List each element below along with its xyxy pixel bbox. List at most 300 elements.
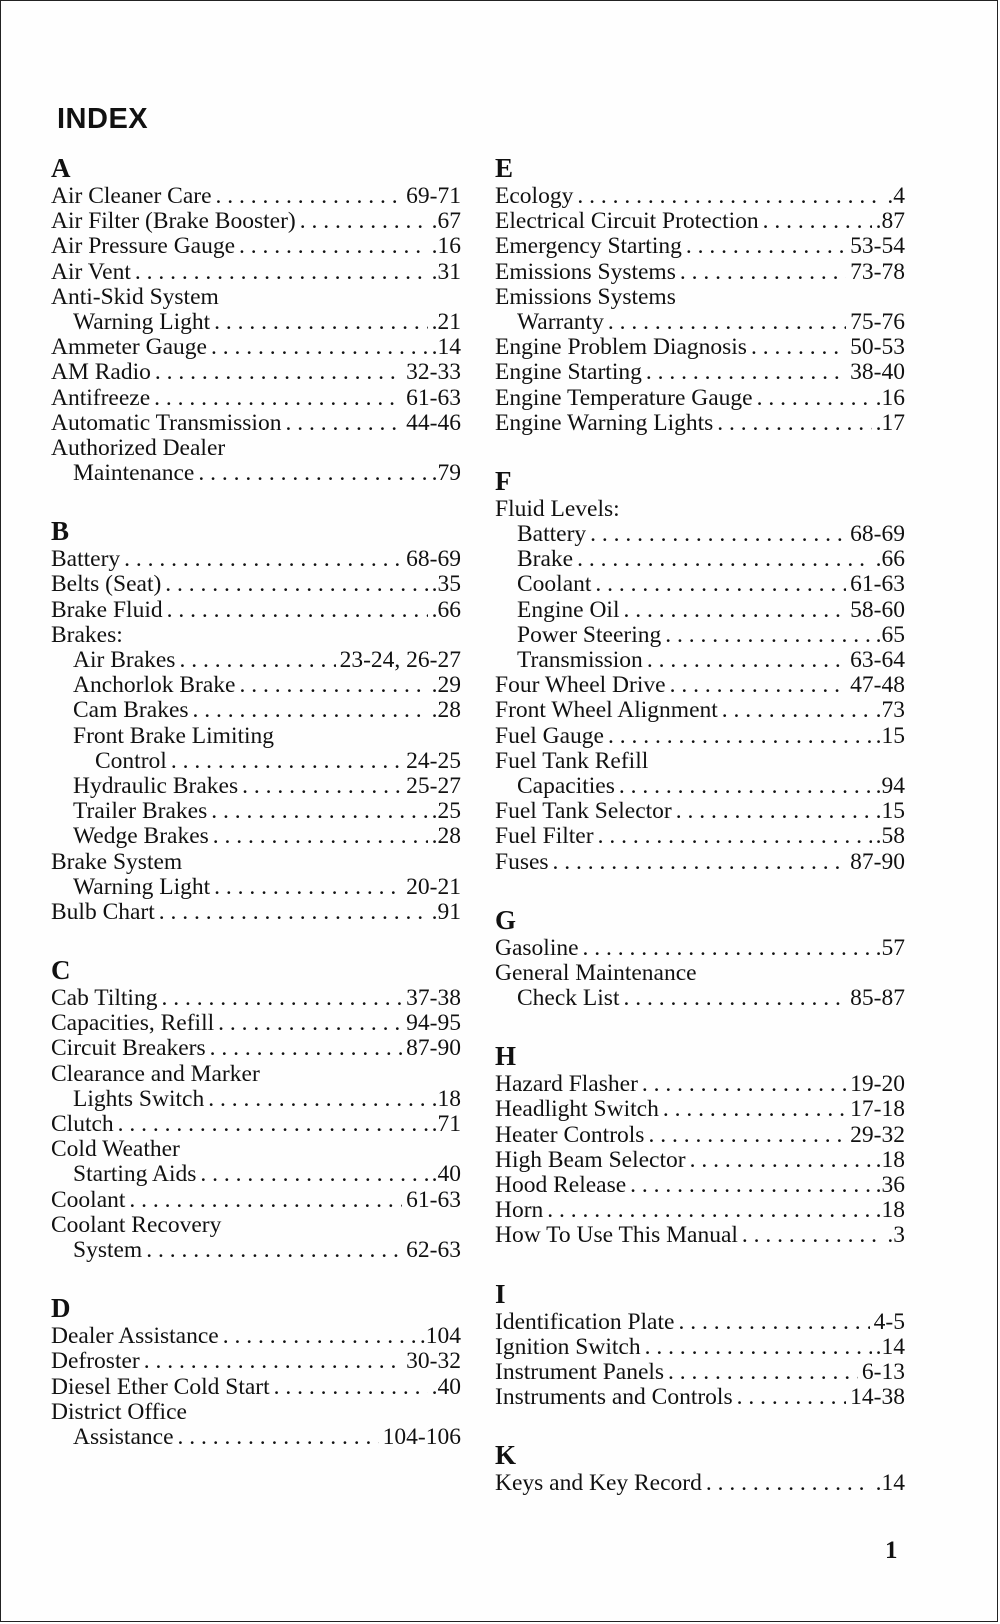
dot-leader: [577, 547, 872, 572]
entry-name: Hood Release: [495, 1173, 627, 1198]
dot-leader: [154, 386, 402, 411]
dot-leader: [630, 1173, 871, 1198]
entry-name: Brake System: [51, 849, 183, 875]
index-entry: [51, 1036, 461, 1061]
index-entry: [495, 1198, 905, 1223]
index-entry: [51, 724, 461, 749]
dot-leader: [211, 335, 428, 360]
index-entry: [495, 774, 905, 799]
entry-name: Brakes:: [51, 622, 123, 648]
entry-page: .18: [875, 1147, 905, 1173]
entry-page: 25-27: [406, 773, 461, 799]
entry-page: 23-24, 26-27: [339, 648, 461, 673]
dot-leader: [242, 774, 402, 799]
index-entry: [51, 1062, 461, 1087]
entry-page: .66: [875, 547, 905, 573]
index-entry: [51, 310, 461, 335]
entry-name: Cam Brakes: [73, 698, 189, 724]
entry-name: Fuel Gauge: [495, 723, 604, 749]
entry-page: .71: [431, 1112, 461, 1137]
section-letter: G: [495, 904, 517, 935]
entry-page: .40: [431, 1162, 461, 1188]
index-section-b: [51, 516, 461, 925]
index-entry: [51, 986, 461, 1011]
index-entry: [51, 547, 461, 572]
index-entry: [495, 648, 905, 673]
index-entry: [51, 1137, 461, 1162]
dot-leader: [165, 572, 427, 597]
dot-leader: [645, 1335, 872, 1360]
index-entry: [495, 986, 905, 1011]
entry-page: 61-63: [406, 385, 461, 411]
entry-page: .40: [431, 1374, 461, 1400]
entry-name: Capacities, Refill: [51, 1011, 215, 1037]
index-entry: [495, 724, 905, 749]
section-letter: A: [51, 153, 71, 183]
index-entry: [495, 497, 905, 522]
entry-name: System: [73, 1237, 143, 1263]
entry-page: .65: [875, 622, 905, 648]
entry-name: Coolant Recovery: [51, 1212, 222, 1238]
entry-name: Check List: [517, 986, 620, 1012]
entry-page: 104-106: [382, 1424, 461, 1450]
entry-page: 20-21: [406, 874, 461, 900]
index-entry: [51, 461, 461, 486]
entry-page: 30-32: [406, 1349, 461, 1375]
dot-leader: [646, 360, 846, 385]
index-entry: [495, 234, 905, 259]
dot-leader: [642, 1072, 846, 1097]
entry-name: Four Wheel Drive: [495, 673, 666, 699]
index-entry: [51, 799, 461, 824]
index-entry: [51, 285, 461, 310]
entry-page: .29: [431, 673, 461, 699]
entry-page: 85-87: [850, 986, 905, 1012]
dot-leader: [577, 184, 883, 209]
dot-leader: [213, 824, 428, 849]
entry-page: 68-69: [406, 547, 461, 573]
entry-name: Fluid Levels:: [495, 496, 620, 522]
left-column: [51, 153, 461, 1480]
index-entry: [495, 335, 905, 360]
index-entry: [495, 799, 905, 824]
dot-leader: [240, 673, 428, 698]
entry-name: Engine Warning Lights: [495, 410, 714, 436]
entry-page: 87-90: [850, 849, 905, 875]
index-entry: [495, 184, 905, 209]
entry-name: Anchorlok Brake: [73, 673, 236, 699]
index-section-f: [495, 466, 905, 875]
entry-page: .57: [875, 935, 905, 961]
entry-name: Air Brakes: [73, 648, 176, 673]
section-letter: K: [495, 1440, 517, 1471]
index-entry: [495, 850, 905, 875]
dot-leader: [619, 774, 872, 799]
index-entry: [51, 209, 461, 234]
entry-name: Authorized Dealer: [51, 435, 226, 461]
entry-name: AM Radio: [51, 360, 151, 386]
index-section-i: [495, 1279, 905, 1411]
index-entry: [51, 1213, 461, 1238]
dot-leader: [670, 673, 847, 698]
entry-name: Emissions Systems: [495, 259, 676, 285]
entry-name: Engine Oil: [517, 597, 620, 623]
entry-page: .36: [875, 1173, 905, 1198]
index-entry: [51, 572, 461, 597]
entry-page: .14: [875, 1334, 905, 1360]
index-entry: [51, 1349, 461, 1374]
index-entry: [51, 1011, 461, 1036]
entry-page: 61-63: [850, 572, 905, 598]
dot-leader: [161, 986, 402, 1011]
entry-page: .28: [431, 824, 461, 850]
index-entry: [51, 875, 461, 900]
section-letter: C: [51, 955, 71, 986]
dot-leader: [210, 1036, 403, 1061]
index-entry: [495, 1310, 905, 1335]
entry-name: Power Steering: [517, 622, 662, 648]
dot-leader: [665, 623, 871, 648]
dot-leader: [193, 698, 428, 723]
index-entry: [495, 1385, 905, 1410]
entry-name: Warranty: [517, 309, 604, 335]
dot-leader: [647, 648, 846, 673]
entry-page: 58-60: [850, 597, 905, 623]
entry-page: .31: [431, 259, 461, 285]
entry-name: Fuel Tank Refill: [495, 748, 649, 774]
index-entry: [495, 1123, 905, 1148]
index-entry: [495, 936, 905, 961]
entry-name: Defroster: [51, 1349, 140, 1375]
dot-leader: [737, 1385, 847, 1410]
entry-page: .94: [875, 773, 905, 799]
entry-page: 94-95: [406, 1011, 461, 1037]
entry-name: Clutch: [51, 1112, 114, 1137]
entry-page: .25: [431, 799, 461, 825]
index-entry: [495, 411, 905, 436]
index-entry: [51, 1425, 461, 1450]
dot-leader: [146, 1238, 402, 1263]
index-section-k: [495, 1440, 905, 1496]
entry-page: 29-32: [850, 1122, 905, 1148]
dot-leader: [171, 749, 402, 774]
index-section-e: [495, 153, 905, 436]
dot-leader: [135, 260, 428, 285]
index-entry: [495, 598, 905, 623]
index-entry: [51, 648, 461, 673]
dot-leader: [757, 386, 872, 411]
entry-page: 87-90: [406, 1036, 461, 1062]
index-entry: [495, 1097, 905, 1122]
entry-name: Air Cleaner Care: [51, 184, 212, 209]
entry-page: 44-46: [406, 410, 461, 436]
entry-page: 19-20: [850, 1072, 905, 1098]
dot-leader: [676, 799, 872, 824]
index-section-d: [51, 1293, 461, 1450]
entry-name: Lights Switch: [73, 1086, 205, 1112]
dot-leader: [623, 986, 846, 1011]
entry-name: Engine Problem Diagnosis: [495, 335, 747, 361]
index-entry: [495, 310, 905, 335]
dot-leader: [159, 900, 428, 925]
page-number: 1: [885, 1537, 898, 1564]
entry-page: .79: [431, 461, 461, 487]
entry-name: Fuel Filter: [495, 824, 594, 850]
index-entry: [51, 850, 461, 875]
entry-page: .28: [431, 698, 461, 724]
entry-name: Warning Light: [73, 309, 211, 335]
entry-name: Fuel Tank Selector: [495, 799, 672, 825]
entry-name: High Beam Selector: [495, 1147, 686, 1173]
dot-leader: [553, 850, 847, 875]
index-entry: [51, 623, 461, 648]
entry-name: Circuit Breakers: [51, 1036, 206, 1062]
index-entry: [51, 1400, 461, 1425]
entry-name: Instrument Panels: [495, 1359, 665, 1385]
dot-leader: [763, 209, 872, 234]
entry-name: Coolant: [517, 572, 592, 598]
entry-name: Fuses: [495, 849, 549, 875]
entry-name: Headlight Switch: [495, 1097, 659, 1123]
entry-page: .87: [875, 209, 905, 235]
dot-leader: [722, 698, 872, 723]
entry-name: Ignition Switch: [495, 1334, 641, 1360]
entry-name: Anti-Skid System: [51, 284, 219, 310]
dot-leader: [706, 1471, 872, 1496]
entry-name: Control: [95, 748, 167, 774]
index-entry: [51, 1162, 461, 1187]
index-entry: [51, 386, 461, 411]
index-entry: [51, 1238, 461, 1263]
entry-page: 61-63: [406, 1187, 461, 1213]
dot-leader: [124, 547, 402, 572]
entry-name: Air Vent: [51, 259, 131, 285]
entry-page: .14: [875, 1471, 905, 1497]
dot-leader: [118, 1112, 428, 1137]
dot-leader: [218, 1011, 402, 1036]
index-entry: [495, 522, 905, 547]
entry-name: Brake: [517, 547, 574, 573]
dot-leader: [167, 598, 428, 623]
index-entry: [51, 749, 461, 774]
entry-name: Maintenance: [73, 461, 195, 487]
section-letter: E: [495, 153, 514, 183]
entry-name: Air Pressure Gauge: [51, 234, 236, 260]
index-entry: [51, 411, 461, 436]
entry-name: Cab Tilting: [51, 986, 158, 1012]
entry-name: Hydraulic Brakes: [73, 773, 239, 799]
entry-page: 14-38: [850, 1385, 905, 1411]
entry-name: Engine Starting: [495, 360, 642, 386]
index-entry: [51, 673, 461, 698]
entry-page: .18: [431, 1086, 461, 1112]
entry-page: 32-33: [406, 360, 461, 386]
entry-page: 6-13: [861, 1359, 905, 1385]
section-letter: F: [495, 465, 512, 496]
entry-page: 17-18: [850, 1097, 905, 1123]
index-entry: [51, 1087, 461, 1112]
index-entry: [495, 1072, 905, 1097]
entry-name: Capacities: [517, 773, 615, 799]
dot-leader: [608, 724, 872, 749]
entry-name: Diesel Ether Cold Start: [51, 1374, 270, 1400]
index-entry: [51, 1324, 461, 1349]
index-entry: [495, 285, 905, 310]
index-entry: [495, 360, 905, 385]
index-entry: [51, 1188, 461, 1213]
right-column: [495, 153, 905, 1527]
entry-page: 47-48: [850, 673, 905, 699]
entry-page: .17: [875, 410, 905, 436]
entry-name: Emergency Starting: [495, 234, 682, 260]
entry-page: 62-63: [406, 1237, 461, 1263]
entry-page: .15: [875, 723, 905, 749]
dot-leader: [216, 184, 403, 209]
index-entry: [495, 1360, 905, 1385]
dot-leader: [686, 234, 846, 259]
dot-leader: [690, 1148, 872, 1173]
entry-page: 73-78: [850, 259, 905, 285]
entry-page: .18: [875, 1198, 905, 1224]
index-entry: [495, 572, 905, 597]
entry-name: Front Wheel Alignment: [495, 698, 718, 724]
dot-leader: [200, 1162, 427, 1187]
dot-leader: [198, 461, 427, 486]
index-entry: [495, 749, 905, 774]
entry-page: .91: [431, 899, 461, 925]
dot-leader: [129, 1188, 402, 1213]
entry-name: Warning Light: [73, 874, 211, 900]
entry-name: Coolant: [51, 1187, 126, 1213]
dot-leader: [678, 1310, 869, 1335]
entry-name: Cold Weather: [51, 1137, 180, 1163]
dot-leader: [208, 1087, 427, 1112]
section-letter: D: [51, 1293, 71, 1324]
index-entry: [51, 335, 461, 360]
index-entry: [495, 386, 905, 411]
entry-name: Keys and Key Record: [495, 1471, 702, 1497]
dot-leader: [598, 824, 872, 849]
entry-name: Electrical Circuit Protection: [495, 209, 759, 235]
index-entry: [51, 1112, 461, 1137]
entry-page: 37-38: [406, 986, 461, 1012]
entry-page: 24-25: [406, 748, 461, 774]
index-entry: [495, 260, 905, 285]
entry-page: .21: [431, 309, 461, 335]
dot-leader: [300, 209, 428, 234]
dot-leader: [742, 1223, 883, 1248]
entry-page: .73: [875, 698, 905, 724]
entry-page: .3: [887, 1223, 905, 1249]
entry-name: Starting Aids: [73, 1162, 197, 1188]
dot-leader: [663, 1097, 846, 1122]
section-letter: H: [495, 1041, 517, 1072]
entry-name: Ecology: [495, 184, 574, 209]
dot-leader: [223, 1324, 416, 1349]
index-entry: [51, 234, 461, 259]
dot-leader: [680, 260, 846, 285]
index-entry: [51, 360, 461, 385]
index-entry: [495, 673, 905, 698]
dot-leader: [274, 1375, 428, 1400]
entry-page: .16: [431, 234, 461, 260]
entry-name: Heater Controls: [495, 1122, 645, 1148]
dot-leader: [717, 411, 871, 436]
entry-page: 63-64: [850, 648, 905, 673]
entry-name: Transmission: [517, 648, 643, 673]
entry-page: 38-40: [850, 360, 905, 386]
index-entry: [51, 900, 461, 925]
entry-page: .104: [419, 1324, 461, 1350]
entry-name: Engine Temperature Gauge: [495, 385, 753, 411]
index-entry: [51, 184, 461, 209]
entry-page: 68-69: [850, 522, 905, 548]
index-entry: [51, 260, 461, 285]
entry-name: Dealer Assistance: [51, 1324, 219, 1350]
index-entry: [495, 698, 905, 723]
dot-leader: [144, 1349, 402, 1374]
entry-page: 53-54: [850, 234, 905, 260]
entry-name: Belts (Seat): [51, 572, 162, 598]
entry-page: 4-5: [873, 1309, 905, 1335]
index-entry: [495, 824, 905, 849]
dot-leader: [179, 648, 335, 673]
index-entry: [51, 774, 461, 799]
entry-page: .4: [887, 184, 905, 209]
entry-name: Ammeter Gauge: [51, 335, 207, 361]
entry-name: District Office: [51, 1399, 187, 1425]
entry-page: .14: [431, 335, 461, 361]
index-entry: [495, 623, 905, 648]
index-entry: [51, 436, 461, 461]
index-section-g: [495, 905, 905, 1012]
dot-leader: [751, 335, 846, 360]
index-section-h: [495, 1041, 905, 1248]
entry-page: .66: [431, 597, 461, 623]
dot-leader: [214, 875, 402, 900]
entry-page: .35: [431, 572, 461, 598]
entry-name: How To Use This Manual: [495, 1223, 738, 1249]
index-entry: [495, 1173, 905, 1198]
entry-page: .58: [875, 824, 905, 850]
dot-leader: [623, 598, 846, 623]
dot-leader: [583, 936, 872, 961]
dot-leader: [608, 310, 846, 335]
dot-leader: [648, 1123, 846, 1148]
index-entry: [495, 1223, 905, 1248]
entry-name: Gasoline: [495, 935, 579, 961]
entry-page: .16: [875, 385, 905, 411]
dot-leader: [155, 360, 402, 385]
entry-name: Air Filter (Brake Booster): [51, 209, 296, 235]
entry-page: 69-71: [406, 184, 461, 209]
entry-name: Trailer Brakes: [73, 799, 208, 825]
entry-name: Front Brake Limiting: [73, 723, 275, 749]
index-entry: [51, 1375, 461, 1400]
entry-page: .67: [431, 209, 461, 235]
entry-name: Instruments and Controls: [495, 1385, 733, 1411]
page-title: INDEX: [57, 103, 149, 135]
dot-leader: [595, 572, 846, 597]
index-section-c: [51, 955, 461, 1263]
index-section-a: [51, 153, 461, 486]
index-entry: [51, 598, 461, 623]
dot-leader: [590, 522, 846, 547]
entry-name: Battery: [51, 547, 121, 573]
index-entry: [51, 824, 461, 849]
index-entry: [495, 961, 905, 986]
dot-leader: [668, 1360, 858, 1385]
